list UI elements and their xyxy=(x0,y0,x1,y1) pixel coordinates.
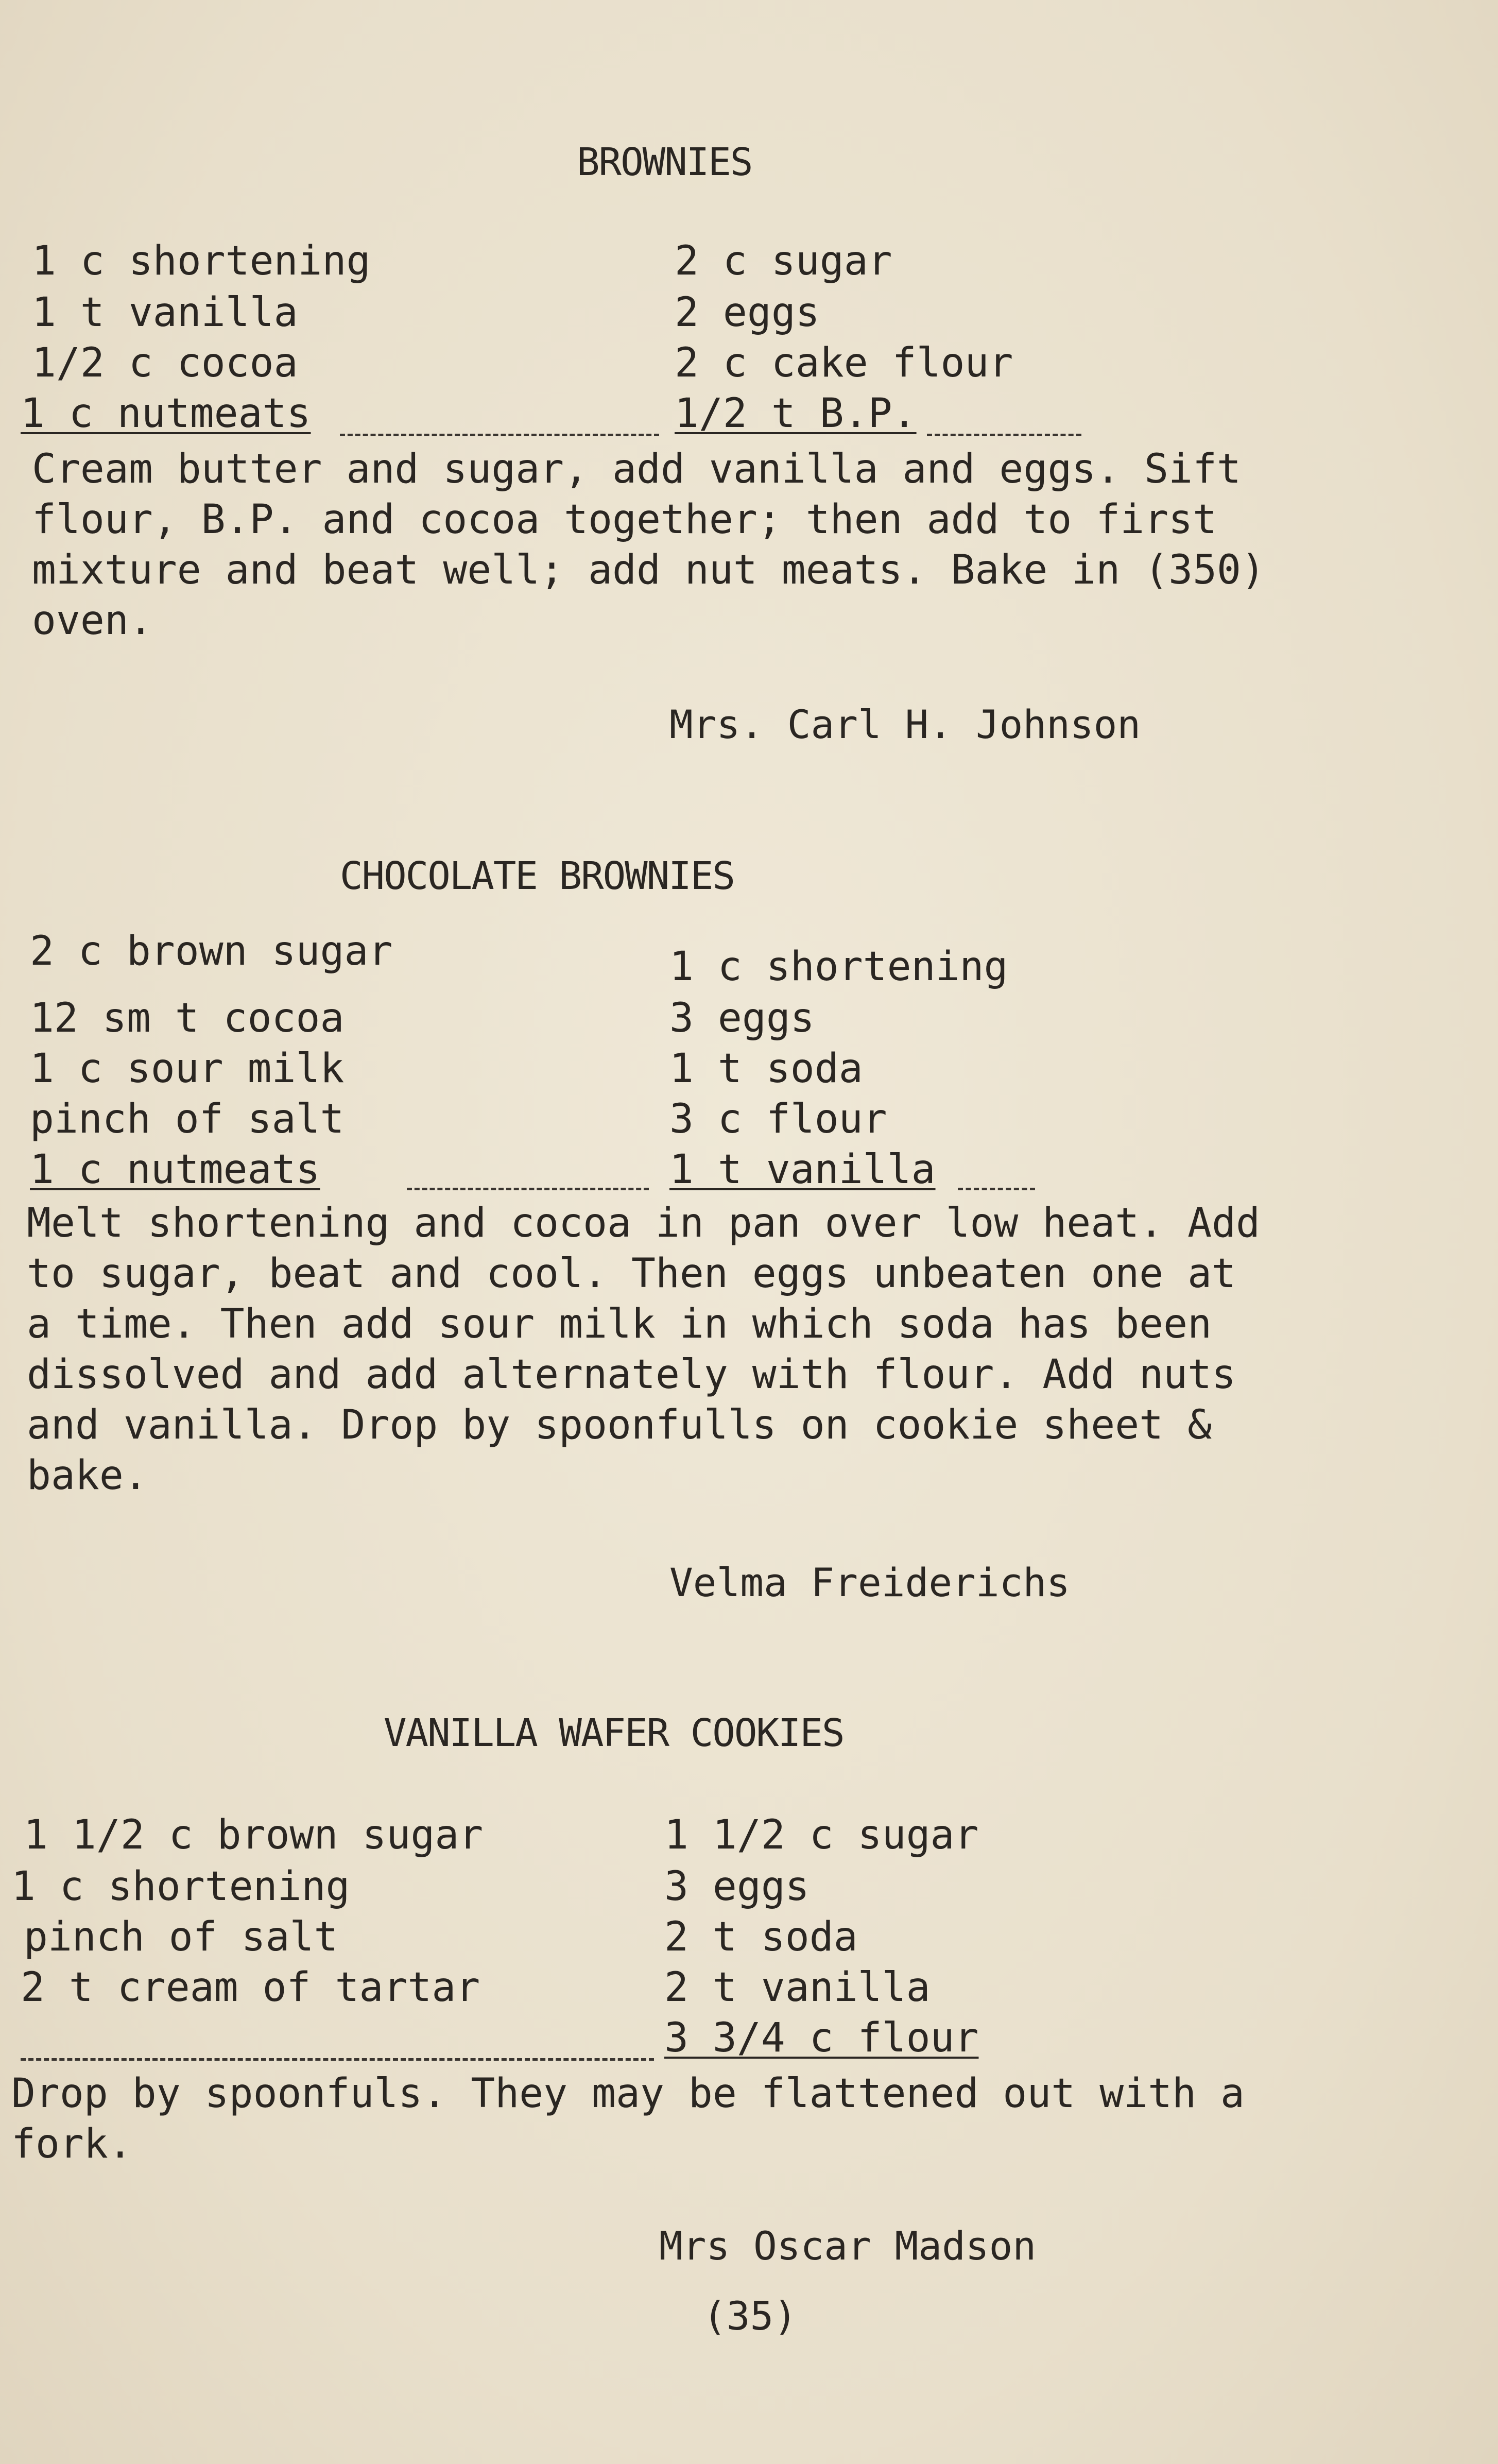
separator-rule xyxy=(21,2058,654,2061)
ingredient-right: 2 c sugar xyxy=(675,238,892,284)
ingredient-left: pinch of salt xyxy=(30,1096,345,1142)
ingredient-right: 1 c shortening xyxy=(669,944,1008,990)
page-number: (35) xyxy=(703,2293,798,2339)
ingredient-right: 2 t soda xyxy=(664,1914,858,1960)
recipe-title: VANILLA WAFER COOKIES xyxy=(384,1711,844,1755)
ingredient-right: 1 t vanilla xyxy=(669,1147,936,1193)
recipe-author: Velma Freiderichs xyxy=(669,1560,1070,1605)
separator-rule xyxy=(340,434,659,436)
separator-rule xyxy=(958,1188,1035,1190)
ingredient-left: 2 t cream of tartar xyxy=(21,1964,480,2011)
ingredient-left: 1 c shortening xyxy=(32,238,371,284)
ingredient-right: 1/2 t B.P. xyxy=(675,390,917,437)
recipe-directions: Drop by spoonfuls. They may be flattened out with a fork. xyxy=(11,2071,1245,2167)
separator-rule xyxy=(407,1188,649,1190)
recipe-title: BROWNIES xyxy=(577,140,752,184)
ingredient-right: 3 eggs xyxy=(669,995,815,1041)
ingredient-left: 1 1/2 c brown sugar xyxy=(24,1812,484,1858)
ingredient-left: 1 t vanilla xyxy=(32,289,298,336)
separator-rule xyxy=(927,434,1081,436)
recipe-directions: Melt shortening and cocoa in pan over low heat. Add to sugar, beat and cool. Then eggs unbeaten one at a time. Then add sour milk in which soda has been dissolved and add alternately with flour. Add nuts and vanilla. Drop by spoonfulls on cookie sheet & bake. xyxy=(27,1200,1260,1499)
recipe-directions: Cream butter and sugar, add vanilla and eggs. Sift flour, B.P. and cocoa together; then add to first mixture and beat well; add nut meats. Bake in (350) oven. xyxy=(32,446,1265,644)
ingredient-right: 2 t vanilla xyxy=(664,1964,931,2011)
ingredient-left: 1 c shortening xyxy=(11,1863,350,1910)
ingredient-left: 2 c brown sugar xyxy=(30,928,393,974)
ingredient-right: 1 t soda xyxy=(669,1046,863,1092)
ingredient-right: 3 eggs xyxy=(664,1863,810,1910)
ingredient-left: 1 c nutmeats xyxy=(21,390,311,437)
ingredient-right: 2 c cake flour xyxy=(675,340,1013,386)
ingredient-left: 12 sm t cocoa xyxy=(30,995,345,1041)
ingredient-left: pinch of salt xyxy=(24,1914,338,1960)
ingredient-right: 3 3/4 c flour xyxy=(664,2015,979,2061)
recipe-author: Mrs Oscar Madson xyxy=(659,2223,1037,2269)
ingredient-left: 1 c nutmeats xyxy=(30,1147,320,1193)
ingredient-left: 1 c sour milk xyxy=(30,1046,345,1092)
ingredient-right: 1 1/2 c sugar xyxy=(664,1812,979,1858)
ingredient-right: 3 c flour xyxy=(669,1096,887,1142)
ingredient-right: 2 eggs xyxy=(675,289,820,336)
ingredient-left: 1/2 c cocoa xyxy=(32,340,298,386)
recipe-author: Mrs. Carl H. Johnson xyxy=(669,701,1141,747)
recipe-title: CHOCOLATE BROWNIES xyxy=(340,854,734,898)
